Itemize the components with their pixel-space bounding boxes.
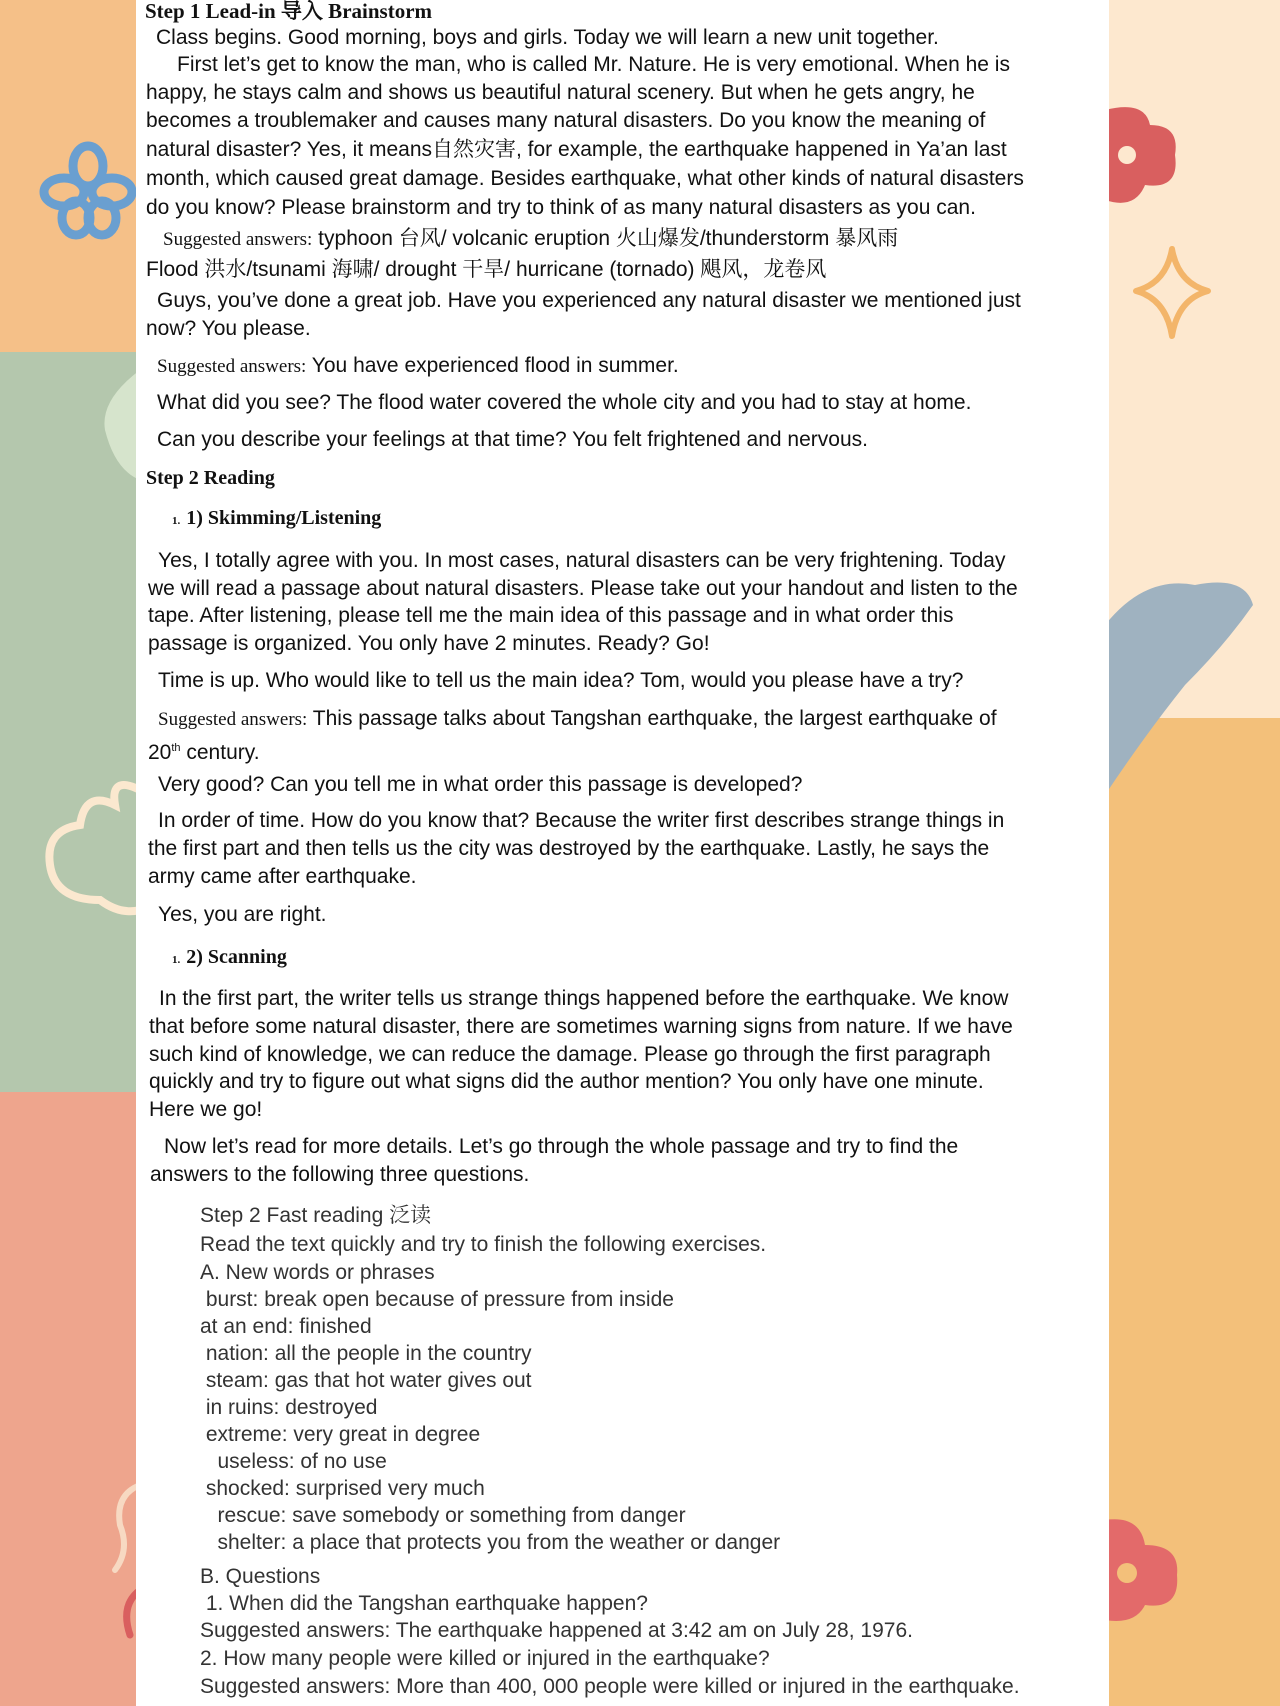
step2-paragraph-6-line: such kind of knowledge, we can reduce the damage. Please go through the first paragraph [149,1043,991,1066]
step1-paragraph-2-line: becomes a troublemaker and causes many natural disasters. Do you know the meaning of [146,109,986,132]
vocab-item: rescue: save somebody or something from danger [200,1504,686,1527]
step2-paragraph-1-line: tape. After listening, please tell me the main idea of this passage and in what order this [148,604,954,627]
suggested-answers-text: You have experienced flood in summer. [306,354,679,377]
step2-subheading-scanning [172,944,287,973]
answer-1: Suggested answers: The earthquake happened at 3:42 am on July 28, 1976. [200,1619,913,1642]
step2-subheading-skimming [172,505,381,534]
suggested-answers-1 [163,226,898,253]
suggested-answers-label: Suggested answers: [157,356,307,377]
vocab-item: shelter: a place that protects you from the weather or danger [200,1531,781,1554]
suggested-answers-text: typhoon 台风/ volcanic eruption 火山爆发/thunderstorm 暴风雨 [312,227,899,250]
vocab-item: nation: all the people in the country [200,1342,532,1365]
step2-paragraph-4-line: army came after earthquake. [148,865,417,888]
sparkle-icon [1132,245,1212,340]
step1-heading: Step 1 Lead-in 导入 Brainstorm [145,0,433,23]
handout-instruction: Read the text quickly and try to finish the following exercises. [200,1233,767,1256]
flower-icon-red [1105,100,1180,210]
suggested-answers-3 [158,706,997,733]
subheading-text: 2) Scanning [186,946,287,968]
subheading-text: 1) Skimming/Listening [186,507,382,529]
step2-paragraph-6-line: In the first part, the writer tells us strange things happened before the earthquake. We know [159,987,1009,1010]
step2-paragraph-6-line: that before some natural disaster, there are sometimes warning signs from nature. If we have [149,1015,1013,1038]
step1-paragraph-3-line: now? You please. [146,317,311,340]
step2-paragraph-2: Time is up. Who would like to tell us the main idea? Tom, would you please have a try? [158,669,964,692]
suggested-answers-label: Suggested answers: [163,229,313,250]
list-number: 1. [172,515,181,527]
vocab-item: extreme: very great in degree [200,1423,481,1446]
suggested-answers-1-line-2: Flood 洪水/tsunami 海啸/ drought 干旱/ hurricane (tornado) 飓风，龙卷风 [146,258,827,281]
question-1: 1. When did the Tangshan earthquake happen? [200,1592,648,1615]
list-number: 1. [172,954,181,966]
handout-section-a: A. New words or phrases [200,1261,435,1284]
handout-section-b: B. Questions [200,1565,321,1588]
question-2: 2. How many people were killed or injured in the earthquake? [200,1647,770,1670]
vocab-item: in ruins: destroyed [200,1396,378,1419]
vocab-item: at an end: finished [200,1315,372,1338]
leaf-shape [100,370,140,480]
step2-paragraph-6-line: quickly and try to figure out what signs did the author mention? You only have one minute. [149,1070,984,1093]
step1-paragraph-4: What did you see? The flood water covered the whole city and you had to stay at home. [157,391,972,414]
step1-paragraph-2-line: First let’s get to know the man, who is called Mr. Nature. He is very emotional. When he is [177,53,1010,76]
step2-paragraph-1-line: Yes, I totally agree with you. In most cases, natural disasters can be very frightening. Today [158,549,1006,572]
step2-paragraph-4-line: In order of time. How do you know that? Because the writer first describes strange things in [158,809,1005,832]
step2-paragraph-6-line: Here we go! [149,1098,263,1121]
step1-paragraph-2-line: happy, he stays calm and shows us beautiful natural scenery. But when he gets angry, he [146,81,975,104]
flower-icon-red-bottom [1105,1515,1185,1625]
step1-paragraph-2-line: month, which caused great damage. Besides earthquake, what other kinds of natural disasters [146,167,1024,190]
vocab-item: shocked: surprised very much [200,1477,485,1500]
step1-paragraph-2-line: natural disaster? Yes, it means自然灾害, for example, the earthquake happened in Ya’an last [146,138,1007,161]
step1-paragraph-2-line: do you know? Please brainstorm and try to think of as many natural disasters as you can. [146,196,976,219]
handout-title: Step 2 Fast reading 泛读 [200,1204,432,1227]
document-page [136,0,1109,1706]
suggested-answers-text: This passage talks about Tangshan earthquake, the largest earthquake of [307,707,997,730]
step2-heading: Step 2 Reading [146,467,275,489]
vocab-item: burst: break open because of pressure from inside [200,1288,674,1311]
cloud-outline-icon [40,770,140,920]
step2-paragraph-3: Very good? Can you tell me in what order this passage is developed? [158,773,803,796]
ordinal-suffix: th [171,742,181,754]
step1-paragraph-5: Can you describe your feelings at that time? You felt frightened and nervous. [157,428,868,451]
step2-paragraph-7-line: Now let’s read for more details. Let’s go through the whole passage and try to find the [164,1135,959,1158]
step2-paragraph-1-line: we will read a passage about natural disasters. Please take out your handout and listen to the [148,577,1018,600]
suggested-answers-2 [157,353,679,380]
step1-paragraph-3-line: Guys, you’ve done a great job. Have you experienced any natural disaster we mentioned just [157,289,1021,312]
vocab-item: useless: of no use [200,1450,387,1473]
suggested-answers-3-line-2 [148,735,260,766]
suggested-answers-label: Suggested answers: [158,709,308,730]
step2-paragraph-1-line: passage is organized. You only have 2 minutes. Ready? Go! [148,632,710,655]
century-word: century. [180,741,260,764]
answer-2: Suggested answers: More than 400, 000 people were killed or injured in the earthquake. [200,1675,1020,1698]
brush-stroke-blue [1105,565,1255,805]
vocab-item: steam: gas that hot water gives out [200,1369,532,1392]
flower-icon-blue [38,140,138,240]
step1-paragraph-1: Class begins. Good morning, boys and girls. Today we will learn a new unit together. [156,26,939,49]
step2-paragraph-4-line: the first part and then tells us the city was destroyed by the earthquake. Lastly, he says the [148,837,990,860]
century-number: 20 [148,741,172,764]
step2-paragraph-5: Yes, you are right. [158,903,327,926]
step2-paragraph-7-line: answers to the following three questions. [150,1163,530,1186]
